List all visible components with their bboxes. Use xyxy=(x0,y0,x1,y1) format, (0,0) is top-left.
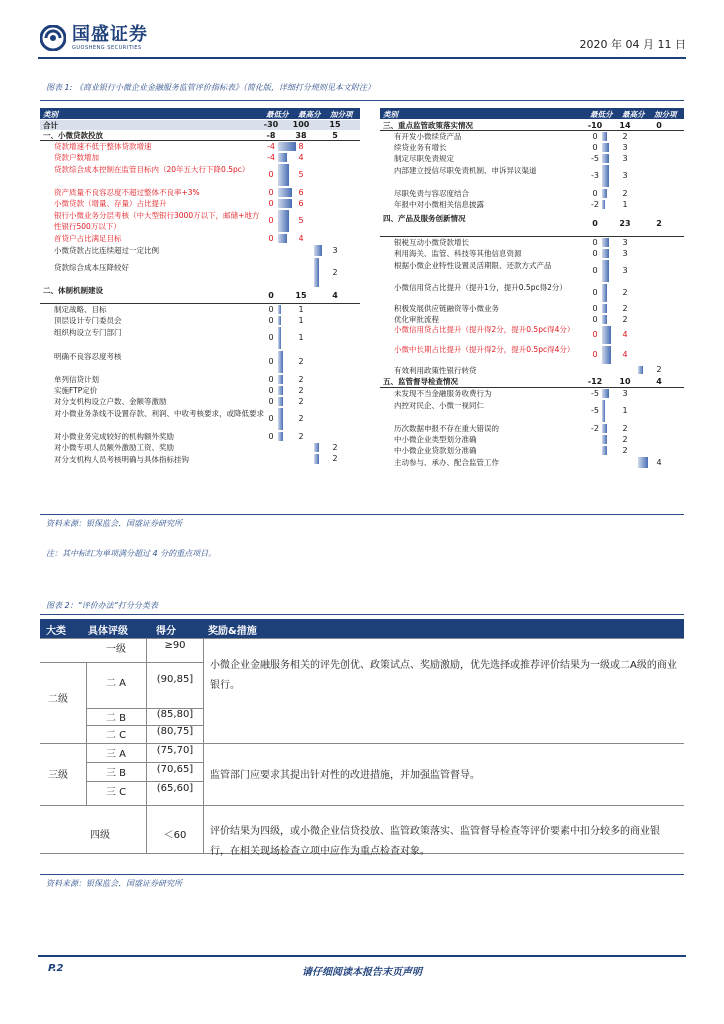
indicator-label: 合计 xyxy=(43,120,58,130)
figure1-source: 资料来源：银保监会、国盛证券研究所 xyxy=(46,519,182,528)
figure2-source: 资料来源：银保监会、国盛证券研究所 xyxy=(46,879,182,888)
indicator-label: 年报中对小微相关信息披露 xyxy=(394,200,484,209)
indicator-label: 利用海关、监管、科技等其他信息资源 xyxy=(394,249,522,258)
max-score-bar xyxy=(602,260,609,282)
max-score-bar xyxy=(602,315,607,324)
indicator-label: 未发现不当金融服务收费行为 xyxy=(394,389,492,398)
indicator-label: 贷款户数增加 xyxy=(54,153,99,162)
max-score: 3 xyxy=(622,153,628,163)
max-score-bar xyxy=(278,408,283,430)
indicator-label: 中小微企业贷款划分准确 xyxy=(394,446,477,455)
max-score: 4 xyxy=(298,152,304,162)
bonus-score: 3 xyxy=(332,245,338,255)
figure1-note: 注：其中标红为单项满分超过 4 分的重点项目。 xyxy=(46,549,217,558)
max-score: 5 xyxy=(298,170,304,179)
col-max: 最高分 xyxy=(298,110,321,119)
col-grade: 具体评级 xyxy=(88,626,128,637)
max-score-bar xyxy=(602,132,607,141)
max-score: 2 xyxy=(622,288,628,297)
footer-disclaimer: 请仔细阅读本报告末页声明 xyxy=(302,967,422,978)
reward-text: 评价结果为四级，或小微企业信贷投放、监管政策落实、监管督导检查等评价要素中扣分较多的商业银行，在相关现场检查立项中应作为重点检查对象。 xyxy=(210,826,660,857)
indicator-label: 中小微企业类型划分准确 xyxy=(394,435,477,444)
col-bonus: 加分项 xyxy=(330,110,353,119)
max-score-bar xyxy=(602,346,611,364)
major-cell: 三级 xyxy=(48,770,68,781)
grade-table-header xyxy=(40,619,684,638)
col-min: 最低分 xyxy=(266,110,289,119)
min-score: 0 xyxy=(268,315,274,325)
indicator-label: 小微信用贷占比提升（提升得2分，提升0.5pc得4分） xyxy=(394,325,575,334)
indicator-label: 贷款综合成本压降较好 xyxy=(54,262,129,272)
max-score: 4 xyxy=(622,350,628,359)
max-score-bar xyxy=(278,351,283,373)
indicator-label: 三、重点监管政策落实情况 xyxy=(383,121,473,130)
grade-cell: 四级 xyxy=(90,830,110,841)
major-cell: 二级 xyxy=(48,694,68,705)
max-score: 2 xyxy=(622,131,628,141)
table1-header-left xyxy=(40,108,360,119)
max-score: 6 xyxy=(298,187,304,197)
max-score: 5 xyxy=(298,216,304,225)
grade-cell: 二 C xyxy=(105,730,127,741)
max-score: 3 xyxy=(622,248,628,258)
max-score: 2 xyxy=(622,445,628,455)
header-divider xyxy=(38,57,686,59)
min-score: 0 xyxy=(268,414,274,423)
max-score: 1 xyxy=(298,315,304,325)
score-cell: (85,80] xyxy=(156,709,194,720)
bonus-score-bar xyxy=(638,457,648,468)
min-score: -4 xyxy=(267,141,275,151)
min-score: -5 xyxy=(591,388,599,398)
max-score-bar xyxy=(602,143,609,152)
max-score-bar xyxy=(278,432,283,441)
min-score: -30 xyxy=(263,120,279,129)
max-score: 4 xyxy=(622,330,628,339)
bonus-score-bar xyxy=(314,245,322,256)
indicator-label: 制定战略、目标 xyxy=(54,305,107,314)
max-score: 1 xyxy=(298,304,304,314)
max-score: 3 xyxy=(622,142,628,152)
indicator-label: 积极发展供应链融资等小微业务 xyxy=(394,304,499,313)
bonus-score: 4 xyxy=(656,457,662,467)
figure2-bottom-rule xyxy=(40,874,684,875)
max-score: 1 xyxy=(622,406,628,415)
min-score: -4 xyxy=(267,152,275,162)
min-score: -10 xyxy=(587,120,603,130)
col-category: 类别 xyxy=(383,110,398,119)
bonus-score: 15 xyxy=(329,120,341,129)
min-score: 0 xyxy=(592,330,598,339)
indicator-label: 资产质量不良容忍度不超过整体不良率+3% xyxy=(54,188,200,197)
max-score: 4 xyxy=(298,233,304,243)
min-score: -3 xyxy=(591,171,599,180)
max-score: 23 xyxy=(619,218,631,228)
page-number: P.2 xyxy=(48,963,64,974)
grade-cell: 三 C xyxy=(105,787,127,798)
min-score: 0 xyxy=(268,170,274,179)
max-score-bar xyxy=(278,305,281,314)
bonus-score: 5 xyxy=(332,130,338,140)
bonus-score-bar xyxy=(314,258,319,287)
min-score: 0 xyxy=(592,303,598,313)
max-score: 14 xyxy=(619,120,631,130)
indicator-label: 组织构设立专门部门 xyxy=(54,328,122,337)
indicator-label: 内控对民企、小微一视同仁 xyxy=(394,401,484,410)
max-score-bar xyxy=(278,153,287,162)
figure1-bottom-rule xyxy=(40,514,684,515)
min-score: 0 xyxy=(592,218,598,228)
grade-cell: 一级 xyxy=(106,644,126,655)
min-score: -8 xyxy=(266,130,276,140)
col-major: 大类 xyxy=(46,626,66,637)
bonus-score: 2 xyxy=(332,454,338,463)
min-score: 0 xyxy=(592,188,598,198)
bonus-score-bar xyxy=(314,443,319,452)
indicator-label: 制定尽职免责规定 xyxy=(394,154,454,163)
indicator-label: 贷款增速不低于整体贷款增速 xyxy=(54,142,152,151)
max-score: 2 xyxy=(622,434,628,444)
company-logo xyxy=(40,24,148,52)
reward-text: 监管部门应要求其提出针对性的改进措施，并加强监管督导。 xyxy=(210,770,480,781)
max-score: 1 xyxy=(298,333,304,342)
min-score: 0 xyxy=(268,396,274,406)
table2-hline xyxy=(40,662,203,663)
max-score-bar xyxy=(602,165,609,187)
indicator-label: 小微贷款（增量、存量）占比提升 xyxy=(54,199,167,208)
figure1-top-rule xyxy=(40,100,684,101)
min-score: 0 xyxy=(592,266,598,275)
max-score-bar xyxy=(602,238,609,247)
indicator-label: 顶层设计专门委员会 xyxy=(54,316,122,325)
max-score-bar xyxy=(278,316,281,325)
max-score-bar xyxy=(602,326,611,344)
indicator-label: 有开发小微续贷产品 xyxy=(394,132,462,141)
indicator-label: 对分支机构设立户数、金额等激励 xyxy=(54,397,167,406)
min-score: 0 xyxy=(268,431,274,441)
max-score-bar xyxy=(602,189,607,198)
indicator-label: 对分支机构人员考核明确与具体指标挂钩 xyxy=(54,454,189,464)
min-score: 0 xyxy=(592,142,598,152)
table2-hline xyxy=(203,805,684,806)
table2-hline xyxy=(40,638,684,639)
table2-hline xyxy=(203,743,684,744)
grade-cell: 二 B xyxy=(105,713,127,724)
max-score-bar xyxy=(602,446,607,455)
logo-icon xyxy=(40,25,66,51)
footer-divider xyxy=(38,955,686,957)
min-score: 0 xyxy=(268,198,274,208)
score-cell: ≥90 xyxy=(164,640,186,651)
indicator-label: 主动参与、承办、配合监管工作 xyxy=(394,458,499,467)
grade-cell: 三 A xyxy=(105,749,127,760)
score-cell: (90,85] xyxy=(156,674,194,685)
max-score-bar xyxy=(602,435,607,444)
indicator-label: 根据小微企业特性设置灵活期限、还款方式产品 xyxy=(394,261,552,270)
col-reward: 奖励&措施 xyxy=(208,626,257,637)
grade-cell: 二 A xyxy=(105,678,127,689)
indicator-label: 对小微专项人员额外激励工资、奖励 xyxy=(54,443,174,452)
indicator-label: 明确不良容忍度考核 xyxy=(54,352,122,361)
min-score: 0 xyxy=(268,357,274,366)
indicator-label: 优化审批流程 xyxy=(394,315,439,324)
table1-header-right xyxy=(380,108,684,119)
min-score: -5 xyxy=(591,153,599,163)
min-score: -5 xyxy=(591,406,599,415)
table2-vline xyxy=(146,638,147,853)
col-min: 最低分 xyxy=(590,110,613,119)
figure2-top-rule xyxy=(40,614,684,615)
max-score: 6 xyxy=(298,198,304,208)
min-score: 0 xyxy=(268,216,274,225)
score-cell: (70,65] xyxy=(156,764,194,775)
bonus-score-bar xyxy=(314,454,319,464)
max-score-bar xyxy=(602,424,607,433)
max-score-bar xyxy=(602,249,609,258)
min-score: 0 xyxy=(268,333,274,342)
indicator-label: 对小微业务完成较好的机构额外奖励 xyxy=(54,432,174,441)
indicator-label: 小微信用贷占比提升（提升1分，提升0.5pc得2分） xyxy=(394,283,567,292)
min-score: -2 xyxy=(591,423,599,433)
max-score-bar xyxy=(278,397,283,406)
score-cell: (75,70] xyxy=(156,745,194,756)
col-max: 最高分 xyxy=(622,110,645,119)
reward-text: 小微企业金融服务相关的评先创优、政策试点、奖励激励，优先选择或推荐评价结果为一级或二A级的商业银行。 xyxy=(210,660,677,691)
max-score-bar xyxy=(602,304,607,313)
indicator-label: 内部建立授信尽职免责机制、申诉异议渠道 xyxy=(394,166,537,175)
min-score: -12 xyxy=(587,376,603,386)
indicator-label: 历次数据申报不存在重大错误的 xyxy=(394,424,499,433)
max-score-bar xyxy=(602,400,605,422)
min-score: 0 xyxy=(268,233,274,243)
indicator-label: 贷款综合成本控制在监管目标内（20年五大行下降0.5pc） xyxy=(54,165,250,174)
indicator-label: 小微贷款占比连续超过一定比例 xyxy=(54,246,159,255)
max-score-bar xyxy=(278,375,283,384)
max-score-bar xyxy=(278,234,287,243)
indicator-label: 小微中长期占比提升（提升得2分，提升0.5pc得4分） xyxy=(394,345,575,354)
col-score: 得分 xyxy=(156,626,176,637)
max-score: 2 xyxy=(298,385,304,395)
col-bonus: 加分项 xyxy=(654,110,677,119)
indicator-label: 首贷户占比满足目标 xyxy=(54,234,122,243)
max-score: 2 xyxy=(298,431,304,441)
max-score: 2 xyxy=(298,357,304,366)
table2-hline xyxy=(40,805,203,806)
min-score: 0 xyxy=(268,291,274,300)
indicator-label: 一、小微贷款投放 xyxy=(43,131,103,140)
score-cell: ＜60 xyxy=(163,830,187,841)
indicator-label: 银行小微业务分层考核（中大型银行3000万以下，邮储+地方性银行500万以下） xyxy=(54,211,260,231)
max-score: 15 xyxy=(295,291,307,300)
max-score-bar xyxy=(602,200,605,209)
bonus-score: 2 xyxy=(656,365,662,374)
max-score: 2 xyxy=(622,314,628,324)
indicator-label: 二、体制机制建设 xyxy=(43,286,103,295)
indicator-label: 续贷业务有增长 xyxy=(394,143,447,152)
min-score: 0 xyxy=(268,374,274,384)
max-score: 3 xyxy=(622,266,628,275)
table2-hline xyxy=(86,762,203,763)
min-score: 0 xyxy=(592,131,598,141)
table2-hline xyxy=(40,743,203,744)
max-score-bar xyxy=(602,154,609,163)
table2-vline xyxy=(86,662,87,805)
indicator-label: 对小微业务条线不设置存款、利润、中收考核要求，或降低要求 xyxy=(54,409,264,418)
company-name: 国盛证券 xyxy=(72,24,148,45)
min-score: 0 xyxy=(592,314,598,324)
min-score: 0 xyxy=(268,187,274,197)
bonus-score: 4 xyxy=(656,376,662,386)
col-category: 类别 xyxy=(43,110,58,119)
max-score: 38 xyxy=(295,130,307,140)
max-score: 10 xyxy=(619,376,631,386)
indicator-label: 实施FTP定价 xyxy=(54,386,98,395)
bonus-score: 2 xyxy=(332,442,338,452)
min-score: 0 xyxy=(592,237,598,247)
max-score-bar xyxy=(278,386,283,395)
score-cell: (65,60] xyxy=(156,783,194,794)
indicator-label: 银税互动小微贷款增长 xyxy=(394,238,469,247)
min-score: 0 xyxy=(592,248,598,258)
score-cell: (80,75] xyxy=(156,726,194,737)
bonus-score: 0 xyxy=(656,120,662,130)
max-score: 3 xyxy=(622,237,628,247)
max-score: 2 xyxy=(298,414,304,423)
min-score: 0 xyxy=(268,304,274,314)
indicator-label: 五、监管督导检查情况 xyxy=(383,377,458,386)
figure2-caption: 图表 2：“评价办法”打分分类表 xyxy=(46,601,158,610)
bonus-score: 4 xyxy=(332,291,338,300)
max-score: 2 xyxy=(298,396,304,406)
max-score: 2 xyxy=(622,188,628,198)
max-score: 8 xyxy=(298,141,304,151)
max-score-bar xyxy=(602,389,609,398)
figure1-caption: 图表 1: 《商业银行小微企业金融服务监管评价指标表》（简化版，详细打分规则见本文附注） xyxy=(46,83,375,92)
min-score: 0 xyxy=(592,350,598,359)
indicator-label: 尽职免责与容忍度结合 xyxy=(394,189,469,198)
min-score: 0 xyxy=(268,385,274,395)
indicator-label: 有效利用政策性银行转贷 xyxy=(394,365,477,375)
max-score-bar xyxy=(278,164,289,186)
grade-cell: 三 B xyxy=(105,768,127,779)
max-score: 100 xyxy=(292,120,310,129)
company-name-en: GUOSHENG SECURITIES xyxy=(72,45,142,51)
report-date: 2020 年 04 月 11 日 xyxy=(579,38,686,51)
bonus-score: 2 xyxy=(332,267,338,277)
max-score: 1 xyxy=(622,199,628,209)
max-score-bar xyxy=(602,284,607,302)
indicator-label: 单列信贷计划 xyxy=(54,375,99,384)
max-score-bar xyxy=(278,210,289,232)
max-score-bar xyxy=(278,327,281,349)
min-score: 0 xyxy=(592,288,598,297)
indicator-label: 四、产品及服务创新情况 xyxy=(383,213,466,223)
max-score: 2 xyxy=(622,303,628,313)
min-score: -2 xyxy=(591,199,599,209)
bonus-score-bar xyxy=(638,366,643,374)
max-score: 2 xyxy=(622,423,628,433)
max-score: 2 xyxy=(298,374,304,384)
table2-vline xyxy=(203,638,204,853)
bonus-score: 2 xyxy=(656,218,662,228)
table2-hline xyxy=(86,781,203,782)
max-score: 3 xyxy=(622,171,628,180)
max-score: 3 xyxy=(622,388,628,398)
